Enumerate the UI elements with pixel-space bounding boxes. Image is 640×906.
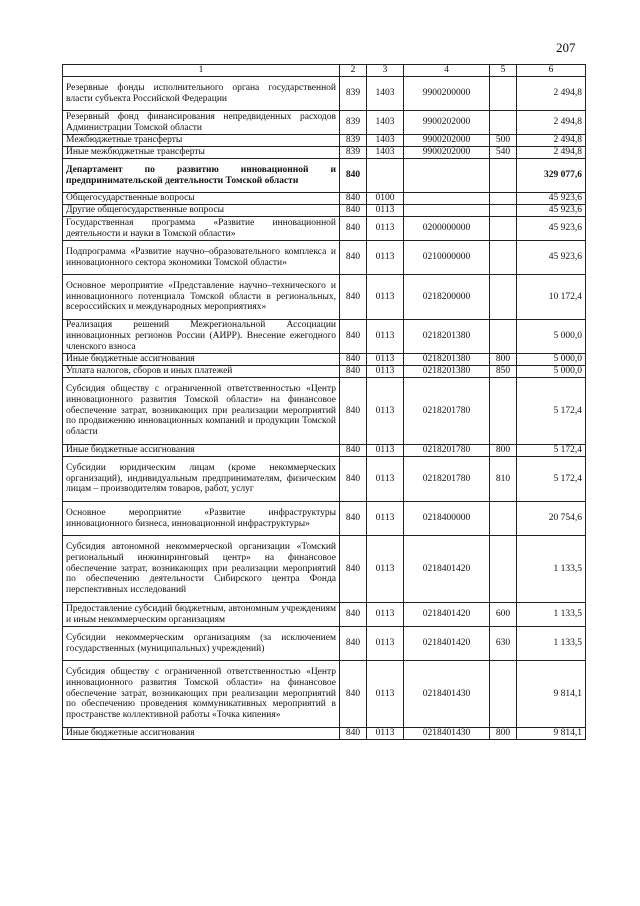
row-expense-type	[490, 536, 517, 603]
row-name: Уплата налогов, сборов и иных платежей	[63, 366, 340, 378]
row-name: Предоставление субсидий бюджетным, автономным учреждениям и иным некоммерческим организациям	[63, 603, 340, 627]
row-name: Субсидия обществу с ограниченной ответственностью «Центр инновационного развития Томской области» на финансовое обеспечение затрат, возникающих при реализации мероприятий по обеспечению проведения коммуникативных мероприятий в пространстве коллективной работы «Точка кипения»	[63, 661, 340, 728]
row-name: Субсидии некоммерческим организациям (за исключением государственных (муниципальных) учреждений)	[63, 627, 340, 661]
row-section-code: 0113	[367, 603, 404, 627]
row-amount: 329 077,6	[517, 159, 586, 193]
row-name: Другие общегосударственные вопросы	[63, 205, 340, 217]
row-target-code: 0218201380	[404, 354, 490, 366]
header-cell: 1	[63, 65, 340, 77]
row-section-code: 1403	[367, 147, 404, 159]
row-amount: 5 172,4	[517, 378, 586, 445]
row-target-code: 0218401420	[404, 627, 490, 661]
table-row	[63, 366, 586, 378]
row-target-code: 0200000000	[404, 217, 490, 241]
row-grbs-code: 840	[340, 320, 367, 354]
row-target-code: 0218401420	[404, 603, 490, 627]
row-target-code: 0218401420	[404, 536, 490, 603]
row-expense-type: 540	[490, 147, 517, 159]
row-amount: 9 814,1	[517, 728, 586, 740]
budget-table	[62, 64, 586, 740]
row-section-code: 0113	[367, 627, 404, 661]
row-grbs-code: 839	[340, 111, 367, 135]
row-section-code: 0113	[367, 241, 404, 275]
table-row	[63, 378, 586, 445]
row-name: Департамент по развитию инновационной и предпринимательской деятельности Томской области	[63, 159, 340, 193]
row-name: Резервные фонды исполнительного органа государственной власти субъекта Российской Федерации	[63, 77, 340, 111]
row-grbs-code: 840	[340, 217, 367, 241]
row-amount: 2 494,8	[517, 135, 586, 147]
table-row	[63, 627, 586, 661]
row-section-code: 1403	[367, 111, 404, 135]
row-expense-type	[490, 502, 517, 536]
row-name: Иные бюджетные ассигнования	[63, 354, 340, 366]
row-expense-type: 800	[490, 354, 517, 366]
table-row	[63, 77, 586, 111]
row-target-code: 9900202000	[404, 135, 490, 147]
table-row	[63, 320, 586, 354]
table-row	[63, 159, 586, 193]
row-target-code: 9900200000	[404, 77, 490, 111]
row-expense-type	[490, 661, 517, 728]
table-row	[63, 502, 586, 536]
row-grbs-code: 839	[340, 135, 367, 147]
row-expense-type	[490, 205, 517, 217]
row-name: Общегосударственные вопросы	[63, 193, 340, 205]
table-row	[63, 728, 586, 740]
row-name: Иные межбюджетные трансферты	[63, 147, 340, 159]
row-expense-type: 810	[490, 457, 517, 502]
row-amount: 5 000,0	[517, 354, 586, 366]
row-target-code: 9900202000	[404, 147, 490, 159]
table-row	[63, 457, 586, 502]
row-target-code: 0218200000	[404, 275, 490, 320]
row-name: Иные бюджетные ассигнования	[63, 445, 340, 457]
row-grbs-code: 840	[340, 275, 367, 320]
row-amount: 20 754,6	[517, 502, 586, 536]
row-amount: 10 172,4	[517, 275, 586, 320]
table-row	[63, 147, 586, 159]
row-expense-type	[490, 193, 517, 205]
row-amount: 2 494,8	[517, 111, 586, 135]
row-grbs-code: 840	[340, 502, 367, 536]
header-cell: 5	[490, 65, 517, 77]
row-section-code: 0113	[367, 205, 404, 217]
row-target-code: 0218201780	[404, 457, 490, 502]
row-amount: 5 000,0	[517, 320, 586, 354]
row-section-code: 0100	[367, 193, 404, 205]
row-expense-type	[490, 378, 517, 445]
row-grbs-code: 840	[340, 661, 367, 728]
table-row	[63, 193, 586, 205]
row-amount: 45 923,6	[517, 193, 586, 205]
table-row	[63, 445, 586, 457]
row-target-code: 0218401430	[404, 728, 490, 740]
row-expense-type: 600	[490, 603, 517, 627]
table-body	[63, 65, 586, 740]
row-grbs-code: 840	[340, 378, 367, 445]
row-amount: 45 923,6	[517, 205, 586, 217]
row-grbs-code: 840	[340, 627, 367, 661]
row-expense-type	[490, 275, 517, 320]
row-amount: 5 172,4	[517, 445, 586, 457]
row-amount: 45 923,6	[517, 241, 586, 275]
header-cell: 6	[517, 65, 586, 77]
row-grbs-code: 839	[340, 147, 367, 159]
row-amount: 1 133,5	[517, 603, 586, 627]
row-expense-type: 630	[490, 627, 517, 661]
row-section-code: 0113	[367, 378, 404, 445]
row-grbs-code: 840	[340, 354, 367, 366]
table-row	[63, 275, 586, 320]
row-grbs-code: 840	[340, 241, 367, 275]
row-amount: 5 172,4	[517, 457, 586, 502]
row-grbs-code: 840	[340, 603, 367, 627]
row-grbs-code: 840	[340, 159, 367, 193]
row-expense-type: 850	[490, 366, 517, 378]
row-section-code: 0113	[367, 502, 404, 536]
row-target-code: 0218201780	[404, 378, 490, 445]
row-amount: 1 133,5	[517, 627, 586, 661]
table-row	[63, 205, 586, 217]
row-amount: 9 814,1	[517, 661, 586, 728]
row-expense-type: 800	[490, 728, 517, 740]
row-expense-type	[490, 77, 517, 111]
row-name: Субсидия обществу с ограниченной ответственностью «Центр инновационного развития Томской области» на финансовое обеспечение затрат, возникающих при реализации мероприятий по продвижению инновационных компаний и продукции Томской области	[63, 378, 340, 445]
row-name: Основное мероприятие «Развитие инфраструктуры инновационного бизнеса, инновационной инфраструктуры»	[63, 502, 340, 536]
row-target-code: 0210000000	[404, 241, 490, 275]
row-section-code	[367, 159, 404, 193]
row-expense-type: 800	[490, 445, 517, 457]
row-target-code: 0218201380	[404, 366, 490, 378]
row-expense-type	[490, 241, 517, 275]
row-section-code: 0113	[367, 445, 404, 457]
header-cell: 2	[340, 65, 367, 77]
row-name: Субсидии юридическим лицам (кроме некоммерческих организаций), индивидуальным предпринимателям, физическим лицам – производителям товаров, работ, услуг	[63, 457, 340, 502]
row-section-code: 1403	[367, 135, 404, 147]
table-row	[63, 241, 586, 275]
row-section-code: 1403	[367, 77, 404, 111]
row-section-code: 0113	[367, 320, 404, 354]
row-target-code: 0218201380	[404, 320, 490, 354]
row-name: Основное мероприятие «Представление научно–технического и инновационного потенциала Томской области в региональных, всероссийских и международных мероприятиях»	[63, 275, 340, 320]
row-target-code	[404, 205, 490, 217]
row-name: Государственная программа «Развитие инновационной деятельности и науки в Томской области»	[63, 217, 340, 241]
row-grbs-code: 840	[340, 366, 367, 378]
row-grbs-code: 840	[340, 457, 367, 502]
page-number: 207	[556, 40, 576, 55]
row-name: Реализация решений Межрегиональной Ассоциации инновационных регионов России (АИРР). Внесение ежегодного членского взноса	[63, 320, 340, 354]
row-target-code	[404, 193, 490, 205]
row-target-code: 0218401430	[404, 661, 490, 728]
row-section-code: 0113	[367, 217, 404, 241]
row-amount: 2 494,8	[517, 77, 586, 111]
table-row	[63, 135, 586, 147]
row-name: Субсидия автономной некоммерческой организации «Томский региональный инжиниринговый центр» на финансовое обеспечение затрат, возникающих при реализации мероприятий по обеспечению деятельности Сибирского центра Фонда перспективных исследований	[63, 536, 340, 603]
row-section-code: 0113	[367, 354, 404, 366]
row-target-code	[404, 159, 490, 193]
row-amount: 5 000,0	[517, 366, 586, 378]
row-grbs-code: 840	[340, 193, 367, 205]
row-grbs-code: 840	[340, 445, 367, 457]
header-cell: 3	[367, 65, 404, 77]
row-expense-type	[490, 320, 517, 354]
row-expense-type	[490, 159, 517, 193]
row-grbs-code: 840	[340, 205, 367, 217]
header-row	[63, 65, 586, 77]
row-amount: 2 494,8	[517, 147, 586, 159]
row-section-code: 0113	[367, 366, 404, 378]
row-section-code: 0113	[367, 536, 404, 603]
row-section-code: 0113	[367, 728, 404, 740]
table-row	[63, 603, 586, 627]
table-row	[63, 111, 586, 135]
row-expense-type: 500	[490, 135, 517, 147]
row-name: Межбюджетные трансферты	[63, 135, 340, 147]
row-expense-type	[490, 217, 517, 241]
table-row	[63, 354, 586, 366]
table-row	[63, 536, 586, 603]
row-grbs-code: 840	[340, 536, 367, 603]
row-section-code: 0113	[367, 275, 404, 320]
table-row	[63, 217, 586, 241]
row-name: Резервный фонд финансирования непредвиденных расходов Администрации Томской области	[63, 111, 340, 135]
row-section-code: 0113	[367, 661, 404, 728]
row-grbs-code: 840	[340, 728, 367, 740]
header-cell: 4	[404, 65, 490, 77]
row-expense-type	[490, 111, 517, 135]
row-amount: 45 923,6	[517, 217, 586, 241]
row-target-code: 9900202000	[404, 111, 490, 135]
row-amount: 1 133,5	[517, 536, 586, 603]
row-grbs-code: 839	[340, 77, 367, 111]
row-target-code: 0218400000	[404, 502, 490, 536]
row-name: Подпрограмма «Развитие научно–образовательного комплекса и инновационного сектора экономики Томской области»	[63, 241, 340, 275]
row-section-code: 0113	[367, 457, 404, 502]
row-target-code: 0218201780	[404, 445, 490, 457]
row-name: Иные бюджетные ассигнования	[63, 728, 340, 740]
table-row	[63, 661, 586, 728]
